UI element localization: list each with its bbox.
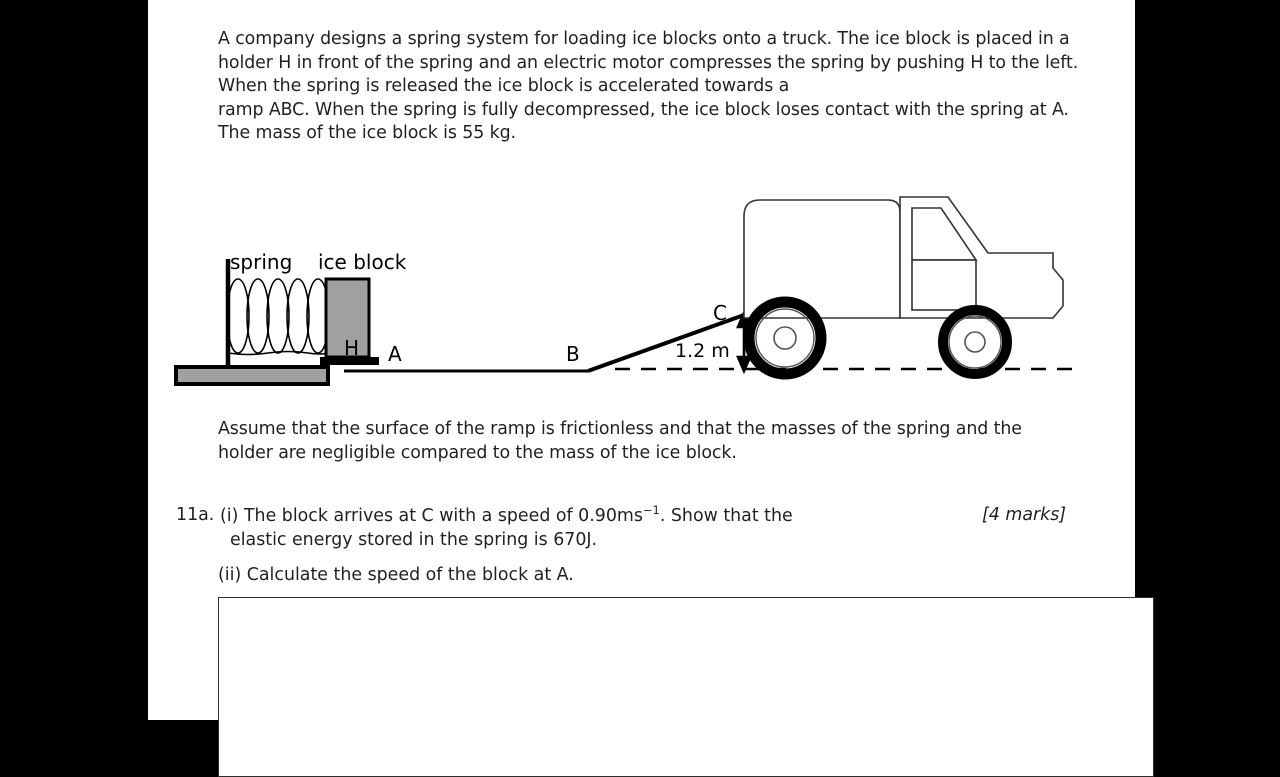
exam-page	[148, 0, 1135, 720]
question-part-i-middle: . Show that the	[659, 506, 793, 526]
intro-paragraph-part2: ramp ABC. When the spring is fully decompressed, the ice block loses contact with the spring at A. The mass of the ice block is 55 kg.	[218, 99, 1069, 144]
truck-cargo-box	[744, 200, 900, 318]
letterbox-left	[0, 0, 148, 720]
question-part-ii: (ii) Calculate the speed of the block at A.	[218, 565, 574, 585]
spring-ramp-truck-diagram	[148, 175, 1135, 400]
diagram-label-point-c: C	[713, 301, 727, 325]
marks-label: [4 marks]	[982, 505, 1067, 525]
answer-line-1[interactable]	[249, 626, 1059, 627]
diagram-label-height: 1.2 m	[675, 340, 730, 362]
diagram-label-spring: spring	[230, 250, 293, 274]
question-part-i-continued: elastic energy stored in the spring is 670J.	[230, 529, 598, 550]
question-part-i-exponent: −1	[642, 503, 660, 518]
truck-door-panel	[912, 260, 976, 310]
intro-paragraph-part1: A company designs a spring system for loading ice blocks onto a truck. The ice block is placed in a holder H in front of the spring and an electric motor compresses the spring by pushing H to the left. When the spring is released the ice block is accelerated towards a	[218, 29, 1079, 97]
diagram-label-point-a: A	[388, 342, 402, 366]
spring-coils	[227, 279, 329, 355]
question-part-i-prefix: (i) The block arrives at C with a speed of 0.90ms	[220, 506, 643, 526]
question-number: 11a.	[176, 505, 215, 525]
intro-paragraph	[218, 28, 1098, 146]
answer-line-2[interactable]	[249, 684, 1059, 685]
assumption-paragraph: Assume that the surface of the ramp is frictionless and that the masses of the spring and the holder are negligible compared to the mass of the ice block.	[218, 419, 1022, 463]
truck-front-wheel	[943, 310, 1007, 374]
diagram-label-holder: H	[344, 336, 360, 360]
diagram-label-point-b: B	[566, 342, 580, 366]
diagram-label-ice-block: ice block	[318, 250, 407, 274]
answer-box[interactable]	[218, 597, 1154, 777]
letterbox-right	[1135, 0, 1280, 720]
base-platform	[176, 367, 328, 384]
question-part-i	[220, 505, 960, 552]
